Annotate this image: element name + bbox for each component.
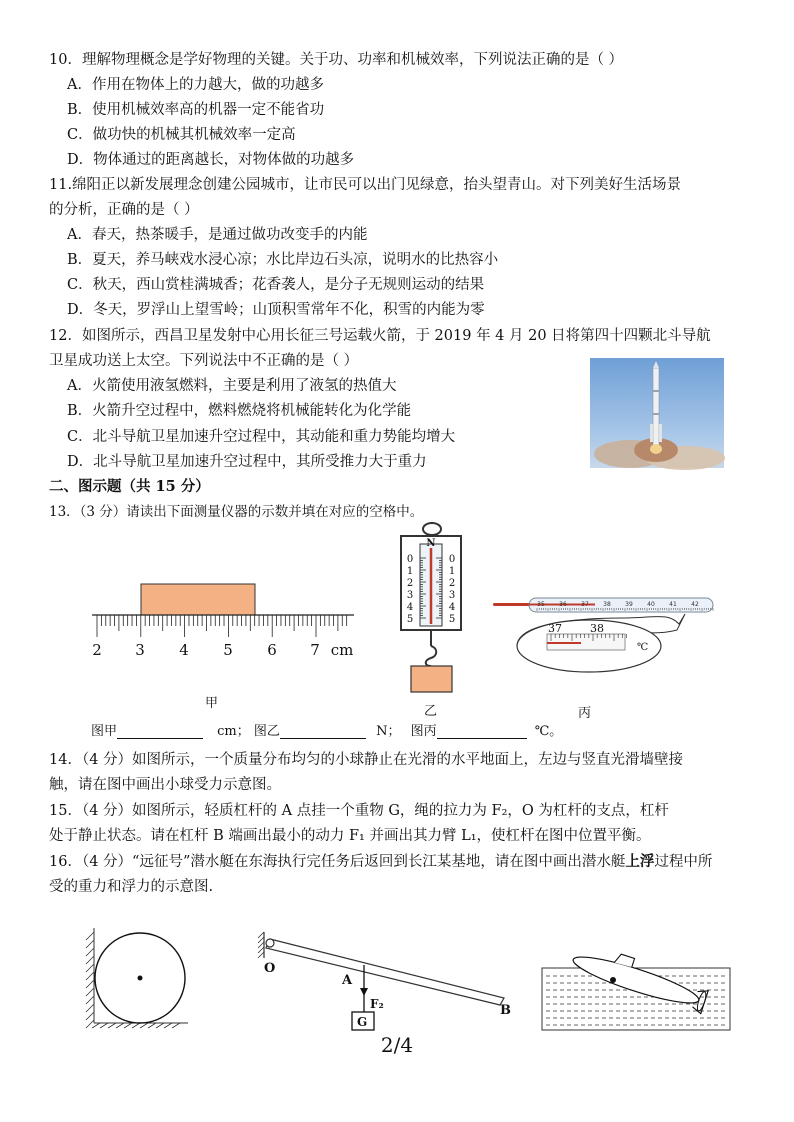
fill-unit-a: cm； (217, 724, 250, 739)
svg-text:4: 4 (448, 602, 456, 613)
svg-text:3: 3 (448, 590, 456, 601)
ruler-unit: cm (330, 641, 354, 659)
q13-stem: 13．（3 分）请读出下面测量仪器的示数并填在对应的空格中。 (49, 504, 424, 520)
q10-option-d: D．物体通过的距离越长，对物体做的功越多 (67, 152, 355, 168)
svg-text:37: 37 (581, 601, 589, 608)
ruler-label-6: 6 (267, 641, 277, 659)
fill-label-c: 图丙 (410, 724, 437, 739)
svg-text:39: 39 (625, 601, 633, 608)
q13-answer-row (91, 720, 562, 739)
ball-center (138, 976, 143, 981)
submarine-figure (540, 952, 734, 1032)
ruler-label-3: 3 (135, 641, 145, 659)
label-G: G (357, 1015, 368, 1029)
q15-stem-line2: 处于静止状态。请在杠杆 B 端画出最小的动力 F₁ 并画出其力臂 L₁，使杠杆在图中位置平衡。 (49, 828, 651, 844)
q12-option-d: D．北斗导航卫星加速升空过程中，其所受推力大于重力 (67, 454, 427, 470)
page-number: 2/4 (380, 1033, 414, 1057)
q10-option-a: A．作用在物体上的力越大，做的功越多 (67, 77, 324, 93)
submarine-center (610, 977, 616, 983)
fill-unit-c: ℃。 (534, 724, 563, 739)
caption-bing: 丙 (578, 706, 592, 721)
q12-option-b: B．火箭升空过程中，燃料燃烧将机械能转化为化学能 (67, 403, 412, 419)
fill-label-a: 图甲 (91, 724, 118, 739)
svg-text:0: 0 (406, 554, 414, 565)
ruler-label-2: 2 (92, 641, 102, 659)
section-heading: 二、图示题（共 15 分） (49, 478, 210, 495)
rocket-launch-photo (590, 358, 724, 468)
svg-text:41: 41 (669, 601, 677, 608)
hanging-weight (411, 666, 452, 692)
fulcrum-pivot (266, 939, 274, 947)
label-A: A (342, 973, 353, 988)
svg-text:4: 4 (406, 602, 414, 613)
q12-option-a: A．火箭使用液氢燃料，主要是利用了液氢的热值大 (67, 378, 397, 394)
q14-stem-line1: 14．（4 分）如图所示，一个质量分布均匀的小球静止在光滑的水平地面上，左边与竖直光滑墙壁接 (49, 752, 684, 768)
svg-text:0: 0 (448, 554, 456, 565)
svg-text:38: 38 (603, 601, 611, 608)
svg-text:35: 35 (537, 601, 545, 608)
ruler-figure (92, 582, 362, 662)
q12-stem-line2: 卫星成功送上太空。下列说法中不正确的是（ ） (49, 353, 359, 369)
ball-wall-figure (78, 928, 190, 1028)
caption-yi: 乙 (424, 704, 438, 719)
label-F2: F₂ (370, 997, 384, 1011)
svg-text:38: 38 (590, 622, 604, 635)
thermometer-figure (493, 594, 723, 700)
q16-stem-line1: 16．（4 分）“远征号”潜水艇在东海执行完任务后返回到长江某基地，请在图中画出潜水艇上浮过程中所 (49, 853, 713, 870)
svg-text:36: 36 (559, 601, 567, 608)
fill-unit-b: N； (376, 724, 401, 739)
q16-stem-line2: 受的重力和浮力的示意图. (49, 879, 214, 895)
ruler-label-4: 4 (179, 641, 189, 659)
measured-block (141, 584, 255, 615)
ruler-label-5: 5 (223, 641, 233, 659)
svg-text:42: 42 (691, 601, 699, 608)
spring-unit-label: N (426, 538, 436, 549)
svg-text:37: 37 (548, 622, 562, 635)
svg-text:5: 5 (448, 614, 456, 625)
q11-stem-line1: 11.绵阳正以新发展理念创建公园城市，让市民可以出门见绿意，抬头望青山。对下列美好生活场景 (49, 177, 682, 193)
svg-text:40: 40 (647, 601, 655, 608)
caption-jia: 甲 (205, 696, 219, 711)
svg-text:3: 3 (406, 590, 414, 601)
q10-option-c: C．做功快的机械其机械效率一定高 (67, 127, 296, 143)
q15-stem-line1: 15．（4 分）如图所示，轻质杠杆的 A 点挂一个重物 G，绳的拉力为 F₂，O 为杠杆的支点，杠杆 (49, 803, 669, 819)
q10-stem: 10．理解物理概念是学好物理的关键。关于功、功率和机械效率，下列说法正确的是（ ） (49, 52, 624, 68)
q14-stem-line2: 触，请在图中画出小球受力示意图。 (49, 777, 281, 793)
q11-option-d: D．冬天，罗浮山上望雪岭；山顶积雪常年不化，积雪的内能为零 (67, 302, 485, 318)
q12-stem-line1: 12．如图所示，西昌卫星发射中心用长征三号运载火箭，于 2019 年 4 月 20 日将第四十四颗北斗导航 (49, 328, 711, 344)
answer-blank-b[interactable] (280, 724, 366, 739)
q11-option-a: A．春天，热茶暖手，是通过做功改变手的内能 (67, 227, 368, 243)
q11-stem-line2: 的分析，正确的是（ ） (49, 202, 199, 218)
lever-figure (256, 932, 520, 1038)
answer-blank-a[interactable] (117, 724, 203, 739)
svg-text:5: 5 (406, 614, 414, 625)
spring-scale-figure (398, 520, 464, 696)
label-B: B (500, 1003, 511, 1018)
q12-option-c: C．北斗导航卫星加速升空过程中，其动能和重力势能均增大 (67, 429, 456, 445)
lever-bar (266, 939, 504, 1005)
ruler-label-7: 7 (310, 641, 320, 659)
q10-option-b: B．使用机械效率高的机器一定不能省功 (67, 102, 325, 118)
label-O: O (264, 961, 276, 976)
svg-text:2: 2 (406, 578, 414, 589)
q11-option-b: B．夏天，养马峡戏水浸心凉；水比岸边石头凉，说明水的比热容小 (67, 252, 499, 268)
fill-label-b: 图乙 (253, 724, 280, 739)
svg-text:2: 2 (448, 578, 456, 589)
svg-text:1: 1 (406, 566, 414, 577)
q11-option-c: C．秋天，西山赏桂满城香；花香袭人，是分子无规则运动的结果 (67, 277, 485, 293)
thermometer-unit: ℃ (637, 642, 649, 653)
svg-text:1: 1 (448, 566, 456, 577)
answer-blank-c[interactable] (437, 724, 527, 739)
